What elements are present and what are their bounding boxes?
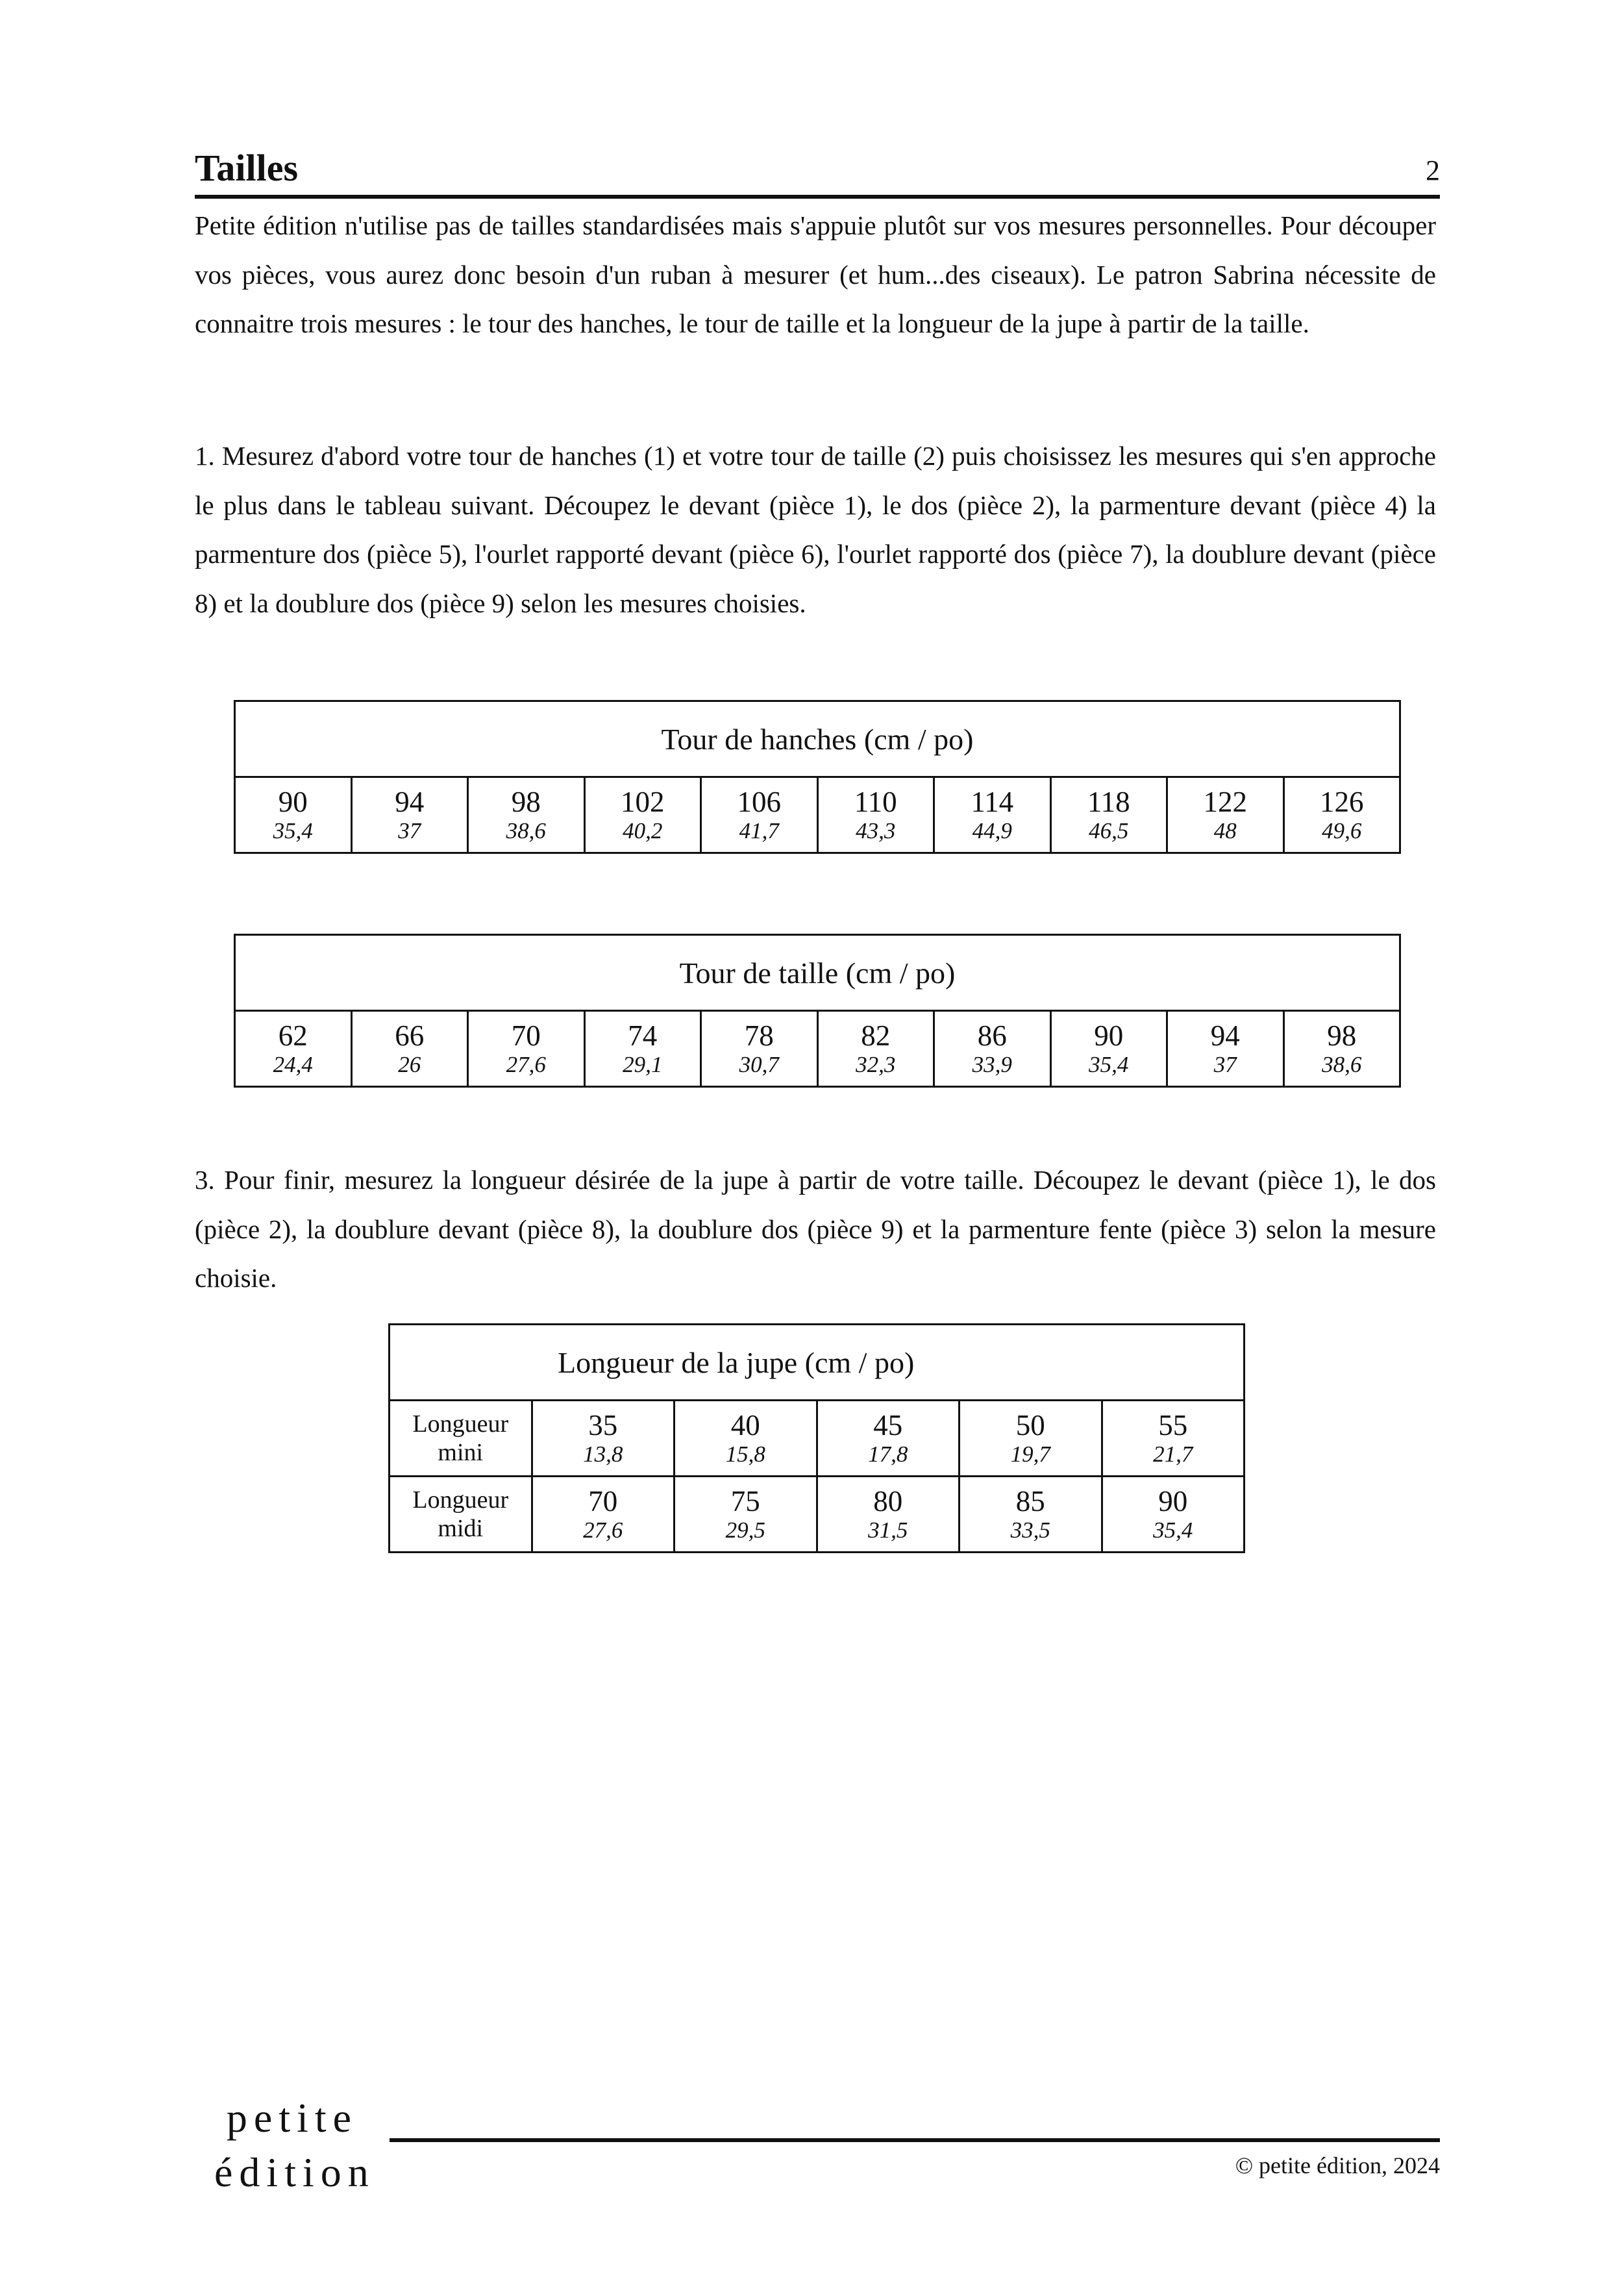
copyright-notice: © petite édition, 2024: [1235, 2152, 1440, 2178]
size-po: 37: [1213, 1052, 1237, 1077]
hips-size-table: [234, 700, 1401, 854]
intro-paragraph: Petite édition n'utilise pas de tailles standardisées mais s'appuie plutôt sur vos mesures personnelles. Pour découper vos pièces, vous aurez donc besoin d'un ruban à mesurer (et hum...des ciseaux). Le patron Sabrina nécessite de connaitre trois mesures : le tour des hanches, le tour de taille et la longueur de la jupe à partir de la taille.: [195, 210, 1436, 338]
size-po: 35,4: [1153, 1517, 1193, 1543]
size-cm: 98: [511, 786, 541, 818]
size-cm: 55: [1158, 1409, 1188, 1441]
hips-size-cell: [584, 777, 701, 853]
size-cm: 75: [730, 1485, 760, 1517]
size-cm: 122: [1203, 786, 1247, 818]
length-row-label: Longueur mini: [390, 1401, 532, 1477]
size-cm: 85: [1015, 1485, 1045, 1517]
step3-paragraph: 3. Pour finir, mesurez la longueur désirée de la jupe à partir de votre taille. Découpez le devant (pièce 1), le dos (pièce 2), la doublure devant (pièce 8), la doublure dos (pièce 9) et la parmenture fente (pièce 3) selon la mesure choisie.: [195, 1165, 1436, 1293]
size-po: 41,7: [739, 818, 779, 843]
size-cm: 40: [730, 1409, 760, 1441]
size-po: 17,8: [868, 1441, 908, 1467]
size-po: 49,6: [1322, 818, 1362, 843]
size-cm: 94: [395, 786, 425, 818]
waist-size-table: [234, 934, 1401, 1088]
size-cm: 74: [628, 1019, 658, 1052]
size-po: 21,7: [1153, 1441, 1193, 1467]
hips-size-cell: [1167, 777, 1284, 853]
size-cm: 90: [1094, 1019, 1124, 1052]
size-cm: 82: [861, 1019, 891, 1052]
waist-size-cell: [1050, 1011, 1167, 1087]
size-po: 24,4: [273, 1052, 313, 1077]
size-cm: 110: [854, 786, 897, 818]
length-size-cell: [817, 1477, 960, 1553]
size-po: 35,4: [1089, 1052, 1129, 1077]
size-po: 48: [1213, 818, 1237, 843]
size-po: 13,8: [583, 1441, 623, 1467]
size-cm: 62: [278, 1019, 308, 1052]
hips-size-cell: [817, 777, 934, 853]
size-po: 30,7: [739, 1052, 779, 1077]
size-po: 33,9: [972, 1052, 1012, 1077]
size-cm: 66: [395, 1019, 425, 1052]
size-cm: 35: [588, 1409, 618, 1441]
length-size-cell: [817, 1401, 960, 1477]
step1-paragraph: 1. Mesurez d'abord votre tour de hanches (1) et votre tour de taille (2) puis choisissez les mesures qui s'en approche le plus dans le tableau suivant. Découpez le devant (pièce 1), le dos (pièce 2), la parmenture devant (pièce 4) la parmenture dos (pièce 5), l'ourlet rapporté devant (pièce 6), l'ourlet rapporté dos (pièce 7), la doublure devant (pièce 8) et la doublure dos (pièce 9) selon les mesures choisies.: [195, 441, 1436, 618]
logo-line-1: petite: [226, 2095, 358, 2141]
size-po: 29,1: [623, 1052, 663, 1077]
size-cm: 80: [873, 1485, 903, 1517]
waist-size-cell: [934, 1011, 1051, 1087]
size-cm: 86: [977, 1019, 1007, 1052]
hips-size-cell: [351, 777, 468, 853]
waist-size-cell: [351, 1011, 468, 1087]
waist-size-cell: [817, 1011, 934, 1087]
size-cm: 102: [621, 786, 665, 818]
size-po: 26: [398, 1052, 421, 1077]
size-po: 19,7: [1010, 1441, 1050, 1467]
size-cm: 126: [1320, 786, 1364, 818]
size-po: 33,5: [1010, 1517, 1050, 1543]
size-po: 15,8: [725, 1441, 765, 1467]
waist-size-cell: [584, 1011, 701, 1087]
size-po: 29,5: [725, 1517, 765, 1543]
size-po: 32,3: [856, 1052, 896, 1077]
size-po: 46,5: [1089, 818, 1129, 843]
size-cm: 78: [744, 1019, 774, 1052]
page-number: 2: [1426, 155, 1440, 186]
size-po: 31,5: [868, 1517, 908, 1543]
brand-logo: [214, 2091, 375, 2200]
size-cm: 45: [873, 1409, 903, 1441]
waist-size-cell: [1167, 1011, 1284, 1087]
waist-size-cell: [468, 1011, 585, 1087]
waist-size-cell: [235, 1011, 352, 1087]
size-po: 27,6: [506, 1052, 546, 1077]
waist-size-cell: [701, 1011, 818, 1087]
hips-size-cell: [1283, 777, 1400, 853]
size-po: 43,3: [856, 818, 896, 843]
size-cm: 70: [588, 1485, 618, 1517]
length-table-title: Longueur de la jupe (cm / po): [390, 1325, 1245, 1401]
length-size-cell: [532, 1401, 675, 1477]
length-size-cell: [675, 1477, 817, 1553]
hips-size-cell: [701, 777, 818, 853]
hips-size-cell: [1050, 777, 1167, 853]
size-cm: 94: [1210, 1019, 1240, 1052]
size-cm: 118: [1087, 786, 1130, 818]
hips-size-cell: [468, 777, 585, 853]
page-header: [195, 148, 1440, 199]
page-title: Tailles: [195, 147, 299, 189]
hips-size-cell: [934, 777, 1051, 853]
size-po: 27,6: [583, 1517, 623, 1543]
size-cm: 98: [1327, 1019, 1357, 1052]
hips-table-title: Tour de hanches (cm / po): [235, 701, 1400, 777]
length-row-label: Longueur midi: [390, 1477, 532, 1553]
skirt-length-table: [388, 1323, 1245, 1553]
size-cm: 50: [1015, 1409, 1045, 1441]
length-size-cell: [960, 1401, 1102, 1477]
size-cm: 90: [1158, 1485, 1188, 1517]
logo-line-2: édition: [214, 2149, 375, 2195]
length-size-cell: [532, 1477, 675, 1553]
length-size-cell: [675, 1401, 817, 1477]
size-cm: 90: [278, 786, 308, 818]
size-cm: 106: [737, 786, 781, 818]
size-po: 44,9: [972, 818, 1012, 843]
size-po: 37: [398, 818, 421, 843]
size-cm: 114: [971, 786, 1014, 818]
hips-size-cell: [235, 777, 352, 853]
size-po: 38,6: [1322, 1052, 1362, 1077]
waist-table-title: Tour de taille (cm / po): [235, 935, 1400, 1011]
length-size-cell: [1102, 1401, 1245, 1477]
size-po: 35,4: [273, 818, 313, 843]
length-size-cell: [1102, 1477, 1245, 1553]
waist-size-cell: [1283, 1011, 1400, 1087]
size-cm: 70: [511, 1019, 541, 1052]
size-po: 38,6: [506, 818, 546, 843]
length-size-cell: [960, 1477, 1102, 1553]
footer-divider: [390, 2138, 1440, 2142]
size-po: 40,2: [623, 818, 663, 843]
